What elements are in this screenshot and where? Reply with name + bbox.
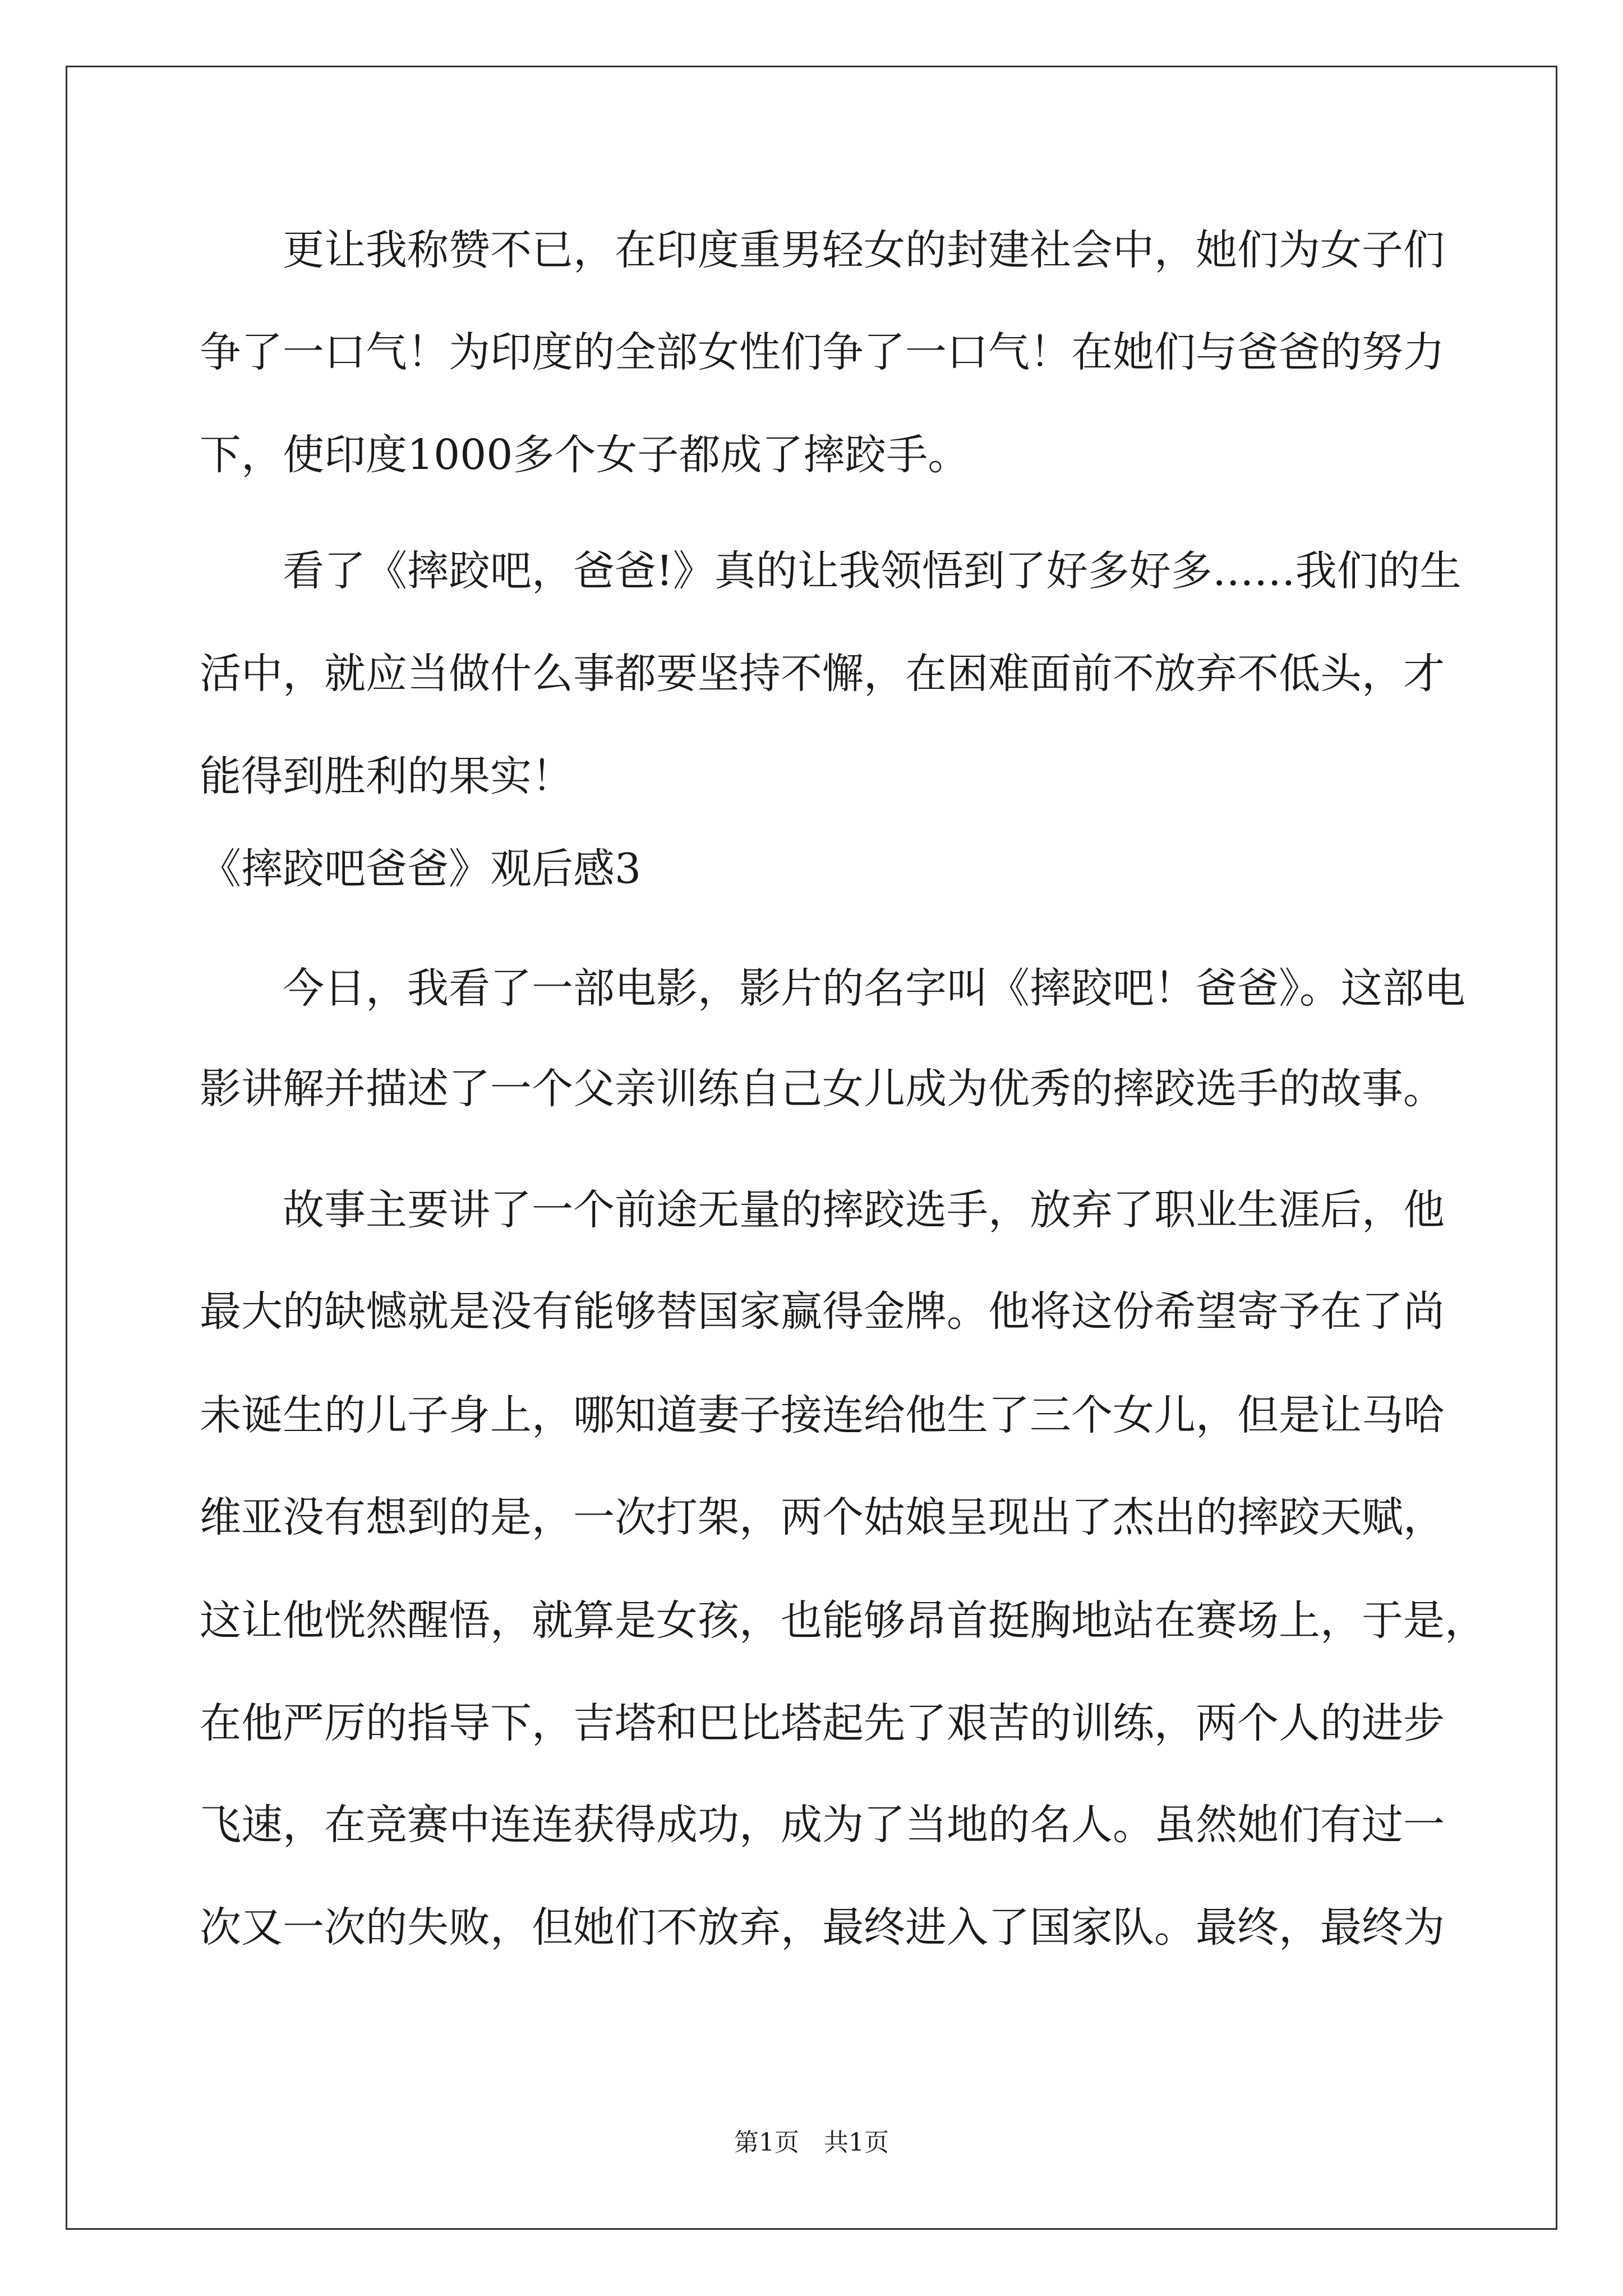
paragraph-4-line-2: 最大的缺憾就是没有能够替国家赢得金牌。他将这份希望寄予在了尚	[200, 1287, 1445, 1336]
paragraph-4-line-8: 次又一次的失败，但她们不放弃，最终进入了国家队。最终，最终为	[200, 1903, 1445, 1952]
paragraph-3-line-2: 影讲解并描述了一个父亲训练自己女儿成为优秀的摔跤选手的故事。	[200, 1065, 1445, 1113]
paragraph-1-line-3: 下，使印度1000多个女子都成了摔跤手。	[200, 431, 970, 479]
paragraph-2-line-3: 能得到胜利的果实！	[200, 752, 573, 800]
paragraph-4-line-1: 故事主要讲了一个前途无量的摔跤选手，放弃了职业生涯后，他	[283, 1186, 1445, 1234]
paragraph-2-line-1: 看了《摔跤吧，爸爸!》真的让我领悟到了好多好多……我们的生	[283, 547, 1461, 595]
paragraph-3-line-1: 今日，我看了一部电影，影片的名字叫《摔跤吧！爸爸》。这部电	[283, 964, 1465, 1013]
paragraph-2-line-2: 活中，就应当做什么事都要坚持不懈，在困难面前不放弃不低头，才	[200, 650, 1445, 698]
paragraph-4-line-5: 这让他恍然醒悟，就算是女孩，也能够昂首挺胸地站在赛场上，于是，	[200, 1596, 1486, 1645]
paragraph-4-line-3: 未诞生的儿子身上，哪知道妻子接连给他生了三个女儿，但是让马哈	[200, 1391, 1445, 1439]
paragraph-4-line-6: 在他严厉的指导下，吉塔和巴比塔起先了艰苦的训练，两个人的进步	[200, 1699, 1445, 1747]
paragraph-4-line-4: 维亚没有想到的是，一次打架，两个姑娘呈现出了杰出的摔跤天赋，	[200, 1493, 1445, 1542]
paragraph-4-line-7: 飞速，在竞赛中连连获得成功，成为了当地的名人。虽然她们有过一	[200, 1801, 1445, 1849]
page-number-footer: 第1页 共1页	[734, 2128, 889, 2157]
paragraph-1-line-1: 更让我称赞不已，在印度重男轻女的封建社会中，她们为女子们	[283, 226, 1445, 274]
section-heading: 《摔跤吧爸爸》观后感3	[200, 845, 642, 893]
paragraph-1-line-2: 争了一口气！为印度的全部女性们争了一口气！在她们与爸爸的努力	[200, 328, 1445, 376]
